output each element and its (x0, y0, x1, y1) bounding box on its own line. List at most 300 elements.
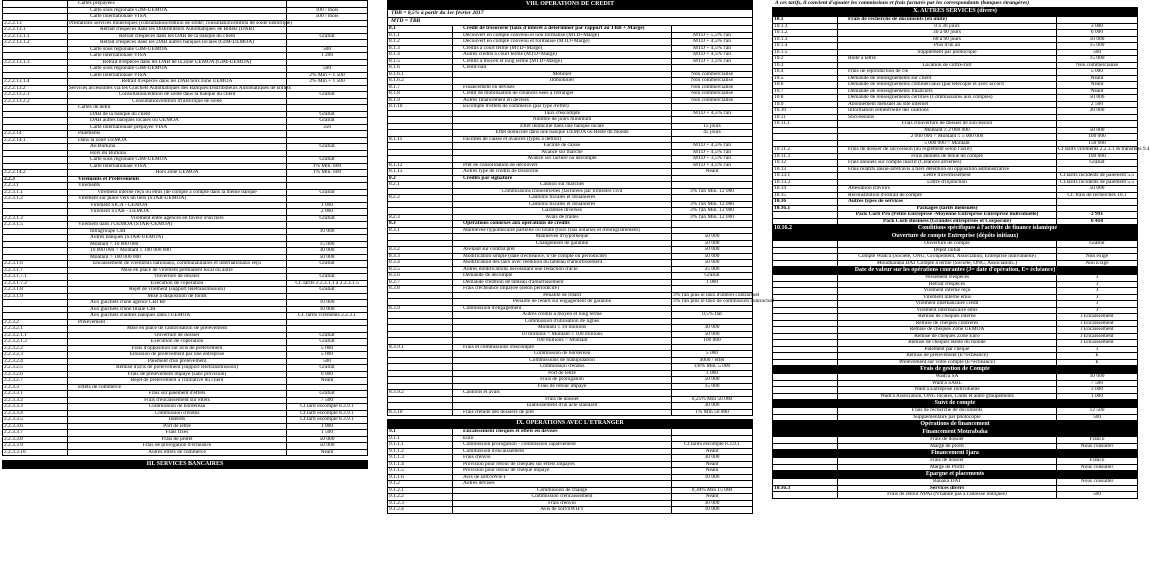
row-value: 50 000 (287, 443, 368, 450)
row-code: 8.2.2 (388, 195, 453, 202)
row-label: Commission de bordereau (68, 404, 287, 411)
row-label: Frais de reproduction de clé (838, 69, 1057, 76)
row-value: 10 000 (287, 228, 368, 235)
row-code: 9.1.2.1 (388, 487, 453, 494)
row-label: Emission de prélèvement par une entreprise (68, 352, 287, 359)
row-value: 10 000 (287, 300, 368, 307)
row-code: 10.1.2 (773, 30, 838, 37)
row-code: 10.1.4 (773, 43, 838, 50)
row-label: Remise de chèques Zone Euro (838, 333, 1057, 340)
row-label: Frais de recherche de documents (838, 408, 1057, 415)
row-value: J (1057, 294, 1138, 301)
row-code: 8.1.7 (388, 84, 453, 91)
row-value: E (1057, 353, 1138, 360)
row-code: 8.2 (388, 175, 453, 182)
row-code: 9.1.1 (388, 435, 453, 442)
subsection-heading: Opérations de financement (773, 421, 1138, 429)
row-label: Commission d'utilisation de lignes (453, 318, 672, 325)
row-value: Gratuit (1057, 160, 1138, 167)
subsection-heading: Financement Mourabaha (773, 429, 1138, 437)
row-label: Ouverture de dossier (68, 332, 287, 339)
row-code: 8.3.3 (388, 253, 453, 260)
row-label: Virement entre agences en faveur d'un tiers (68, 215, 287, 222)
row-label: Ouverture de compte (838, 241, 1057, 248)
row-code: 2.2.2.13.1.2 (3, 40, 68, 47)
row-label: Autres banques (STAR-UEMOA) (68, 235, 287, 242)
row-label: Carte internationale VISA (68, 72, 287, 79)
row-code: 8.1.13 (388, 169, 453, 176)
row-code: 8.3.1 (388, 227, 453, 234)
row-code: 10.13.2 (773, 179, 838, 186)
row-value: 500 (1057, 492, 1138, 499)
row-label: Aux guichets d'une agence CBI BF (68, 300, 287, 307)
row-code: 2.2.2.13.2 (3, 85, 68, 92)
column-left (2, 0, 368, 570)
subsection-heading: Conditions spécifiques à l'activité de finance islamique (838, 225, 1138, 233)
row-label: Avals de traites (453, 214, 672, 221)
row-label: Demande de renseignements financiers (838, 88, 1057, 95)
row-code: 9.1 (388, 429, 453, 436)
row-value: Non commercialisé (672, 97, 753, 104)
row-value: 1 000 (287, 423, 368, 430)
subsection-heading: Epargne et placements (773, 471, 1138, 479)
row-label: Frais d'étude des dossiers de prêt (453, 409, 672, 416)
table-row (773, 492, 1138, 499)
row-label: Lettre d'injonction (838, 179, 1057, 186)
row-code: 10.16.2 (773, 225, 838, 233)
row-value: 15 000 (1057, 43, 1138, 50)
row-code: 2.2.3.1.6 (3, 261, 68, 268)
row-value: 1 200 (287, 53, 368, 60)
row-value: Non Exigé (1057, 260, 1138, 267)
subsection-heading: Ouverture de compte Entreprise (dépôts initiaux) (773, 233, 1138, 241)
section-header-row (3, 461, 368, 469)
row-value: 100 / mois (287, 7, 368, 14)
row-label: Frais d'encaissement sur effets (68, 397, 287, 404)
row-code: 8.1.8 (388, 91, 453, 98)
row-label: Cautions fiscales et douanières (453, 201, 672, 208)
row-label: Découvert en compte convenu et non formalisé (MTD+Marge) (453, 32, 672, 39)
row-label: Remise de chèques Zone UEMOA (838, 327, 1057, 334)
row-value: 30 000 (672, 403, 753, 410)
row-value: Cf.tarif escompte 8.3.9.1 (287, 410, 368, 417)
row-label: Découvert en compte convenu et formalisé (MTD+Marge) (453, 39, 672, 46)
row-label: Information semestrielle des cautions (838, 108, 1057, 115)
row-label: Virements (68, 183, 287, 190)
row-label: Autres effets de commerce (68, 449, 287, 456)
row-code: 10.12 (773, 160, 838, 167)
row-label: Moudharaba DAT Compte à terme (Société, ONG, Association..) (838, 260, 1057, 267)
row-label: Virement STAR - UEMOA (68, 209, 287, 216)
row-code: 2.2.3.2 (3, 319, 68, 326)
row-code: 2.2.2.13.1.1 (3, 33, 68, 40)
row-value: 50 000 (672, 253, 753, 260)
row-value: Cf. frais de recherches 10.1 (1057, 192, 1138, 199)
row-value: Cf.tarif escompte 8.3.9.1 (287, 404, 368, 411)
subsection-heading: Date de valeur sur les opérations courantes (J= date d'opération, E= échéance) (773, 267, 1138, 275)
row-value: 500 (287, 46, 368, 53)
row-label: Carte internationale VISA (68, 14, 287, 21)
subsection-heading: Financement Ijara (773, 450, 1138, 458)
row-value: J Encaissement (1057, 333, 1138, 340)
row-label: Mainlevée d'hypothèque (453, 234, 672, 241)
row-label: Demande de renseignements certifiés (Commissaires aux comptes) (838, 95, 1057, 102)
row-value: MTD + 4,5% l'an (672, 39, 753, 46)
section-header-table (2, 460, 368, 469)
row-label: Avance sur facture ou décompte (453, 156, 672, 163)
row-label: Consultation/édition de solde dans la banque du client (68, 92, 287, 99)
row-code: 10.14 (773, 186, 838, 193)
row-code: 2.2.3.1.2 (3, 196, 68, 203)
row-label: Crédit-bail (453, 65, 672, 72)
row-label: Demande d'édition de tableau d'amortissement (453, 279, 672, 286)
row-value: 30 000 (1057, 108, 1138, 115)
row-code: 9.1.2 (388, 481, 453, 488)
row-code: 9.1.2.3 (388, 500, 453, 507)
section-header-row (388, 1, 753, 9)
row-value: 50 000 (287, 254, 368, 261)
row-value: J Encaissement (1057, 314, 1138, 321)
row-label: Supplémentaire par photocopie (838, 414, 1057, 421)
row-code: 10.13 (773, 166, 838, 173)
row-code: 9.1.1.4 (388, 461, 453, 468)
row-code: 8.3.9.1 (388, 344, 453, 351)
row-label: Frais de retour NPAI (N'habite pas à l'adresse indiquée) (838, 492, 1057, 499)
row-value: 50 000 (672, 331, 753, 338)
row-value: 1 500 (287, 430, 368, 437)
section-header-row (388, 420, 753, 428)
row-value: Non commercialisé (672, 71, 753, 78)
row-code: 10.16.3 (773, 485, 838, 492)
row-value: 2% Min + 1 500 (287, 79, 368, 86)
row-value: 1 000 (1057, 393, 1138, 400)
row-value: Néant (1057, 75, 1138, 82)
table-body (773, 16, 1150, 499)
row-value: Gratuit (287, 111, 368, 118)
tariff-table-credit (387, 25, 775, 416)
row-code: 2.2.3.3.6 (3, 423, 68, 430)
row-code: 9.1.1.5 (388, 468, 453, 475)
row-code: 2.2.3.2.5 (3, 365, 68, 372)
row-label: Frais de dossier de succession (au règlement selon l'actif) (838, 147, 1057, 154)
row-value: 2% Min + 1 500 (287, 72, 368, 79)
row-value: 15 000 (672, 383, 753, 390)
section-header-autres-services: X. AUTRES SERVICES (divers) (773, 8, 1138, 16)
row-label: Immobilier (453, 78, 672, 85)
tbb-rate-note: TBB = 8,5% à partir du 1er février 2017 (387, 9, 753, 17)
row-value: J Encaissement (1057, 320, 1138, 327)
row-label: Effets de commerce (68, 384, 287, 391)
row-value: MTD + 4,5% l'an (672, 162, 753, 169)
row-value: Gratuit (287, 365, 368, 372)
row-label: Supplément par photocopie (838, 49, 1057, 56)
row-code: 8.3.7 (388, 279, 453, 286)
row-code: 10.9 (773, 101, 838, 108)
row-value: Non commercialisé (672, 78, 753, 85)
row-value: Gratuit (287, 339, 368, 346)
row-label: Frais de protêt (68, 436, 287, 443)
row-label: Cartes prépayées (68, 1, 287, 8)
row-label: Frais de dossier (453, 396, 672, 403)
row-label: Changement de garantie (453, 240, 672, 247)
row-label: Remise de prélèvement (E=échéance) (838, 353, 1057, 360)
row-code: 9.1.1.2 (388, 448, 453, 455)
row-code: 9.1.1.1 (388, 442, 453, 449)
row-label: Etablissement d'un acte standard (453, 403, 672, 410)
row-value: Gratuit (1057, 241, 1138, 248)
row-value: MTD + 4,5% l'an (672, 45, 753, 52)
row-label: Autres financement en devises (453, 97, 672, 104)
row-code: 2.2.2.14 (3, 131, 68, 138)
row-label: Frais d'envoi (453, 500, 672, 507)
row-label: 60 à 90 jours (838, 36, 1057, 43)
row-label: Montant > 100 000 000 (68, 254, 287, 261)
row-label: 0 à 30 jours (838, 23, 1057, 30)
row-code: 10.10 (773, 108, 838, 115)
row-label: Commission prorogation - commission rapatriement (453, 442, 672, 449)
row-value: 500 (287, 66, 368, 73)
row-code: 10.7 (773, 88, 838, 95)
row-label: Autres crédits à court terme (MTD+Marge) (453, 52, 672, 59)
row-label: Frais de prorogation d'échéance (68, 443, 287, 450)
row-code: 10.8 (773, 95, 838, 102)
row-code: 2.2.3.2.7 (3, 378, 68, 385)
row-value: Non commercialisé (672, 84, 753, 91)
row-label: Frais d'envoi (453, 455, 672, 462)
row-value: 12 500 (1057, 408, 1138, 415)
row-label: Carte internationale VISA (68, 53, 287, 60)
table-body (388, 429, 753, 514)
row-label: Avenant sur contrat prêt (453, 247, 672, 254)
row-code: 2.2.3.1 (3, 183, 68, 190)
row-code: 8.1.6.2 (388, 78, 453, 85)
row-value: Nous consulter (1057, 464, 1138, 471)
row-label: Retrait d'espèces (838, 281, 1057, 288)
row-value: Gratuit (287, 215, 368, 222)
row-label: Ouverture de dossier (68, 274, 287, 281)
row-value: 15 jours (672, 123, 753, 130)
subsection-heading: Suivi de compte (773, 400, 1138, 408)
row-value: 5 000 (287, 352, 368, 359)
row-label: Effet domicilié dans une banque UEMOA ou Reste du monde (453, 130, 672, 137)
row-label: Virement interbancaire émis (838, 307, 1057, 314)
row-code: 2.2.3.2.1.1 (3, 332, 68, 339)
row-code: 2.2.3.2.1 (3, 326, 68, 333)
row-value: 45 jours (672, 130, 753, 137)
mtd-note: MTD = TBB (387, 17, 753, 25)
row-value: 50 000 (672, 240, 753, 247)
row-value: 50 000 (1057, 127, 1138, 134)
row-label: Frais de retour impayé (453, 383, 672, 390)
row-code: 2.2.3 (3, 176, 68, 183)
row-value: 15 000 (1057, 56, 1138, 63)
row-label: Intérêts (68, 417, 287, 424)
row-value: Néant (287, 378, 368, 385)
row-value: 3% l'an Min. 12 000 (672, 208, 753, 215)
row-value: J (1057, 346, 1138, 353)
row-label: Paiement d'un prélèvement (68, 358, 287, 365)
row-label: Effet domicilié dans une banque locale (453, 123, 672, 130)
row-value: Cf tarifs escompte 8.3.9.1 (672, 442, 753, 449)
row-value: MTD + 3,5% l'an (672, 156, 753, 163)
row-label: Pénalité de retard (453, 292, 672, 299)
row-label: Compte Wadi'a (Société, ONG, Groupement, Association, Entreprise individuelle) (838, 254, 1057, 261)
row-label: DAB autres banques locales ou UEMOA (68, 118, 287, 125)
row-value: Gratuit (287, 261, 368, 268)
row-label: Marge de profit (838, 443, 1057, 450)
row-code: 2.2.3.1.7.1 (3, 274, 68, 281)
row-value: E (1057, 359, 1138, 366)
row-value: 10 000 (1057, 374, 1138, 381)
row-value: J (1057, 288, 1138, 295)
row-label: Dans la zone UEMOA (68, 137, 287, 144)
row-value: MTD + 4,5% l'an (672, 143, 753, 150)
row-label: Crédits à court terme (MTD+Marge) (453, 45, 672, 52)
row-value: 3% l'an plus le taux de commission contractuel (673, 298, 775, 304)
row-code: 8.1.6.1 (388, 71, 453, 78)
row-label: Rejet de prélèvement à l'initiative du client (68, 378, 287, 385)
row-label: Autres types de services (838, 199, 1057, 206)
row-label: Attestation d'avoirs (838, 186, 1057, 193)
row-value: 50 000 (1057, 186, 1138, 193)
row-label: Retrait d'espèces dans les DAB de la zone UEMOA (GIM-UEMOA) (68, 59, 287, 66)
section-header-table (772, 7, 1138, 16)
row-code: 10.11 (773, 114, 838, 121)
row-code: 8.1.6 (388, 65, 453, 72)
row-label: Retrait d'espèces dans les Distributeurs Automatiques de Billets (DAB) (68, 27, 287, 34)
row-label: Port de lettre (453, 370, 672, 377)
row-value: Nous consulter (1057, 479, 1138, 486)
row-label: Virement sur place vers un tiers (STAR-UEMOA) (68, 196, 287, 203)
row-code: 2.2.2.13.2.2 (3, 98, 68, 105)
row-value: 350 (287, 124, 368, 131)
row-code: 2.2.3.3.3 (3, 404, 68, 411)
row-value: J (1057, 301, 1138, 308)
row-value: Gratuit (287, 287, 368, 294)
row-label: Cautions et avals (453, 390, 672, 397)
row-label: Au Burkina (68, 144, 287, 151)
row-value: MTD + 5,5% l'an (672, 32, 753, 39)
row-code: 2.2.3.1.8 (3, 287, 68, 294)
row-label: Retrait d'espèces dans les DAB autres banques locales (GIM-UEMOA) (68, 40, 287, 47)
row-code: 9.1.2.2 (388, 494, 453, 501)
row-value: Franco (1057, 458, 1138, 465)
row-value: Néant (672, 448, 753, 455)
row-label: Modification des taux avec réédition du tableau d'amortissement (453, 260, 672, 267)
row-label: Caution sur marchés (453, 182, 672, 189)
row-label: Paiements (68, 131, 287, 138)
row-code: 10.1 (773, 17, 838, 24)
row-label: Virement interbancaire crédit (838, 301, 1057, 308)
row-value: 2 991 (1057, 212, 1138, 219)
row-value: Non exigé (1057, 254, 1138, 261)
row-label: Commission d'endos (68, 410, 287, 417)
row-label: Escompte d'effets de commerce (par type d'effet) (453, 104, 672, 111)
row-label: Prélèvement sur votre compte (E=échéance) (838, 359, 1057, 366)
row-code: 8.3.2 (388, 247, 453, 254)
row-value: Cf tarifs virements 2.2.3.1 & transferts 9.4 (1058, 146, 1150, 152)
row-code: 2.2.3.2.4 (3, 358, 68, 365)
row-label: Remise de chèques interne (838, 314, 1057, 321)
row-value: 15 000 (287, 241, 368, 248)
row-value: Franco (1057, 437, 1138, 444)
row-value: 1 000 (287, 202, 368, 209)
row-code: 8.3.5 (388, 266, 453, 273)
row-code: 10.13.1 (773, 173, 838, 180)
row-label: Garanties diverses (453, 208, 672, 215)
row-label: Intragroupe CBI (68, 228, 287, 235)
row-label: Virement SICA - UEMOA (68, 202, 287, 209)
row-label: Demande de renseignements sur client (838, 75, 1057, 82)
row-code: 8.1.4 (388, 52, 453, 59)
row-code: 10.5 (773, 75, 838, 82)
row-label: Facilité de caisse (453, 143, 672, 150)
row-label: Virement dans l'UEMOA (STAR-UEMOA) (68, 222, 287, 229)
row-code: 10.1.5 (773, 49, 838, 56)
row-value: 100 000 (1057, 153, 1138, 160)
row-value: Gratuit (287, 92, 368, 99)
row-code: 2.2.2.13.1.3 (3, 59, 68, 66)
row-value: 3% l'an Min. 12 000 (672, 188, 753, 195)
row-label: Marge de Profit (838, 464, 1057, 471)
row-label: Commission d'engagement (453, 305, 672, 312)
table-row (773, 421, 1138, 429)
row-label: Services accessibles via les Guichets Automatiques des Banques/Distributeurs Automatiques de Billets (69, 84, 291, 91)
row-label: Prêt de consolidation de découvert (453, 162, 672, 169)
row-code: 2.2.2.13.1 (3, 27, 68, 34)
row-code: 2.2.3.1.7 (3, 267, 68, 274)
row-value: J Encaissement (1057, 327, 1138, 334)
row-label: Frais de dossier (838, 458, 1057, 465)
row-label: Encaissement de virements nationaux, communautaires et internationaux reçu (68, 261, 287, 268)
row-code: 2.2.2.14.1 (3, 137, 68, 144)
row-value: Gratuit (287, 118, 368, 125)
row-code: 2.2.3.3.4 (3, 410, 68, 417)
row-value: 30 000 (672, 325, 753, 332)
row-code: 9.1.1.3 (388, 455, 453, 462)
row-label: Remise d'avis de prélèvement (support télétransmission) (68, 365, 287, 372)
row-label: DAB de la banque du client (68, 111, 287, 118)
row-code (773, 492, 838, 499)
row-code: 9.1.1.6 (388, 474, 453, 481)
row-value: 10 000 (287, 306, 368, 313)
row-label: Wadi'a SARL (838, 380, 1057, 387)
row-label: Consultation/édition d'historique de solde (68, 98, 287, 105)
row-code: 2.2.3.2.2 (3, 345, 68, 352)
row-code: 8.1.10 (388, 104, 453, 111)
row-value: MTD + 4,5% l'an (672, 110, 753, 117)
tariff-table-cartes-virements (2, 0, 368, 456)
row-label: Commission d'endos (453, 364, 672, 371)
row-value: 6 000 (287, 371, 368, 378)
row-label: Opérations connexes aux opérations de crédits (453, 221, 672, 228)
row-value: 4000 / effet (672, 357, 753, 364)
row-value: 50 000 (287, 436, 368, 443)
row-label: Pack Corb Pro (Petite Entreprise -Moyenne Entreprise Entreprise individuelle) (838, 212, 1057, 219)
row-label: Hors zone UEMOA (68, 170, 287, 177)
row-code: 8.3.9.2 (388, 390, 453, 397)
row-label: Modification simple (date d'échéance, n°de compte ou périodicité) (453, 253, 672, 260)
row-code: 10.16.1 (773, 205, 838, 212)
row-code: 2.2.3.2.1.2 (3, 339, 68, 346)
row-label: Reconstitution d'extrait de compte (838, 192, 1057, 199)
row-label: Exécution de l'opération (68, 280, 287, 287)
row-label: Carte sous régionale GIM-UEMOA (68, 157, 287, 164)
row-code: 8.2.1 (388, 182, 453, 189)
row-label: 2 000 000 < Montant ≤ 5 000 000 (838, 134, 1057, 141)
row-value: 1 000 (672, 370, 753, 377)
row-label: Wadi'a SA (838, 374, 1057, 381)
